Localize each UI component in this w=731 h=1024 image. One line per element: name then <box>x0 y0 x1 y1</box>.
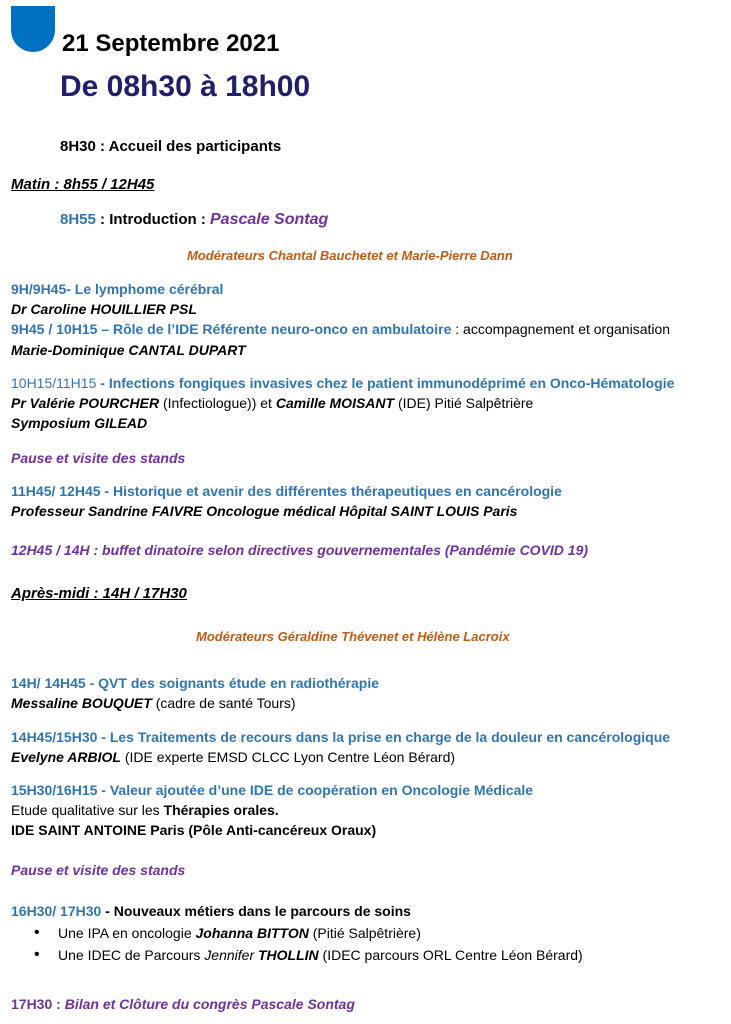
afternoon-talk3-desc-bold: Thérapies orales. <box>163 802 279 818</box>
morning-talk3-title: - Infections fongiques invasives chez le patient immunodéprimé en Onco-Hématologie <box>96 375 675 391</box>
bullet2-affiliation: (IDEC parcours ORL Centre Léon Bérard) <box>318 947 583 963</box>
morning-talk3-speakers <box>11 395 533 411</box>
morning-talk3-line <box>11 375 674 391</box>
list-item <box>34 922 583 944</box>
morning-moderators: Modérateurs Chantal Bauchetet et Marie-Pierre Dann <box>187 248 513 263</box>
afternoon-section-title: Après-midi : 14H / 17H30 <box>11 585 187 602</box>
closing-line <box>11 996 355 1012</box>
afternoon-talk4-title: - Nouveaux métiers dans le parcours de soins <box>101 903 411 919</box>
afternoon-talk2-title: 14H45/15H30 - Les Traitements de recours dans la prise en charge de la douleur en cancérologique <box>11 729 671 745</box>
afternoon-talk2-speaker-line <box>11 749 455 765</box>
list-item <box>34 944 583 966</box>
afternoon-talk3-title: 15H30/16H15 - Valeur ajoutée d’une IDE de coopération en Oncologie Médicale <box>11 782 534 798</box>
welcome-line: 8H30 : Accueil des participants <box>60 138 282 155</box>
introduction-line <box>60 211 328 229</box>
afternoon-talk4-line <box>11 903 411 919</box>
morning-talk3-sponsor: Symposium GILEAD <box>11 415 148 431</box>
morning-talk3-speaker2: Camille MOISANT <box>275 395 395 411</box>
afternoon-break: Pause et visite des stands <box>11 862 186 878</box>
afternoon-talk3-desc-line <box>11 802 279 818</box>
afternoon-talk3-speaker: IDE SAINT ANTOINE Paris (Pôle Anti-cancéreux Oraux) <box>11 822 377 838</box>
logo-shape <box>11 6 55 52</box>
afternoon-talk1-title: 14H/ 14H45 - QVT des soignants étude en radiothérapie <box>11 675 379 691</box>
morning-talk1-speaker: Dr Caroline HOUILLIER PSL <box>11 301 197 317</box>
bullet2-first-name: Jennifer <box>204 947 255 963</box>
intro-speaker: Pascale Sontag <box>210 211 329 228</box>
morning-talk2-speaker: Marie-Dominique CANTAL DUPART <box>11 342 246 358</box>
morning-talk2-suffix: : accompagnement et organisation <box>451 321 671 337</box>
morning-break: Pause et visite des stands <box>11 450 186 466</box>
afternoon-talk4-time: 16H30/ 17H30 <box>11 903 102 919</box>
afternoon-talk3-desc: Etude qualitative sur les <box>11 802 164 818</box>
morning-talk4-speaker: Professeur Sandrine FAIVRE Oncologue médical Hôpital SAINT LOUIS Paris <box>11 503 518 519</box>
morning-section-title: Matin : 8h55 / 12H45 <box>11 176 155 193</box>
morning-talk1-title: 9H/9H45- Le lymphome cérébral <box>11 281 224 297</box>
morning-talk3-role1: (Infectiologue)) et <box>159 395 276 411</box>
event-hours: De 08h30 à 18h00 <box>60 70 311 103</box>
morning-talk3-time: 10H15/11H15 <box>11 375 97 391</box>
bullet1-name: Johanna BITTON <box>195 925 309 941</box>
closing-time: 17H30 : <box>11 996 61 1012</box>
afternoon-moderators: Modérateurs Géraldine Thévenet et Hélène Lacroix <box>196 629 510 644</box>
lunch-line: 12H45 / 14H : buffet dinatoire selon directives gouvernementales (Pandémie COVID 19) <box>11 542 589 558</box>
bullet2-name: THOLLIN <box>254 947 319 963</box>
morning-talk2-title: 9H45 / 10H15 – Rôle de l’IDE Référente neuro-onco en ambulatoire <box>11 321 452 337</box>
afternoon-talk2-role: (IDE experte EMSD CLCC Lyon Centre Léon Bérard) <box>120 749 456 765</box>
morning-talk3-speaker1: Pr Valérie POURCHER <box>11 395 160 411</box>
afternoon-talk2-speaker: Evelyne ARBIOL <box>11 749 121 765</box>
bullet1-text: Une IPA en oncologie <box>58 925 196 941</box>
morning-talk3-role2: (IDE) Pitié Salpêtrière <box>394 395 534 411</box>
new-jobs-list <box>34 922 583 966</box>
morning-talk2-line <box>11 321 670 337</box>
afternoon-talk1-speaker: Messaline BOUQUET <box>11 695 152 711</box>
morning-talk4-title: 11H45/ 12H45 - Historique et avenir des différentes thérapeutiques en cancérologie <box>11 483 562 499</box>
afternoon-talk1-role: (cadre de santé Tours) <box>151 695 296 711</box>
closing-text: Bilan et Clôture du congrès Pascale Sontag <box>60 996 355 1012</box>
intro-time: 8H55 <box>60 211 96 228</box>
bullet1-affiliation: (Pitié Salpêtrière) <box>308 925 421 941</box>
bullet2-text: Une IDEC de Parcours <box>58 947 205 963</box>
afternoon-talk1-speaker-line <box>11 695 296 711</box>
intro-label: : Introduction : <box>95 211 210 228</box>
event-date: 21 Septembre 2021 <box>62 30 280 57</box>
